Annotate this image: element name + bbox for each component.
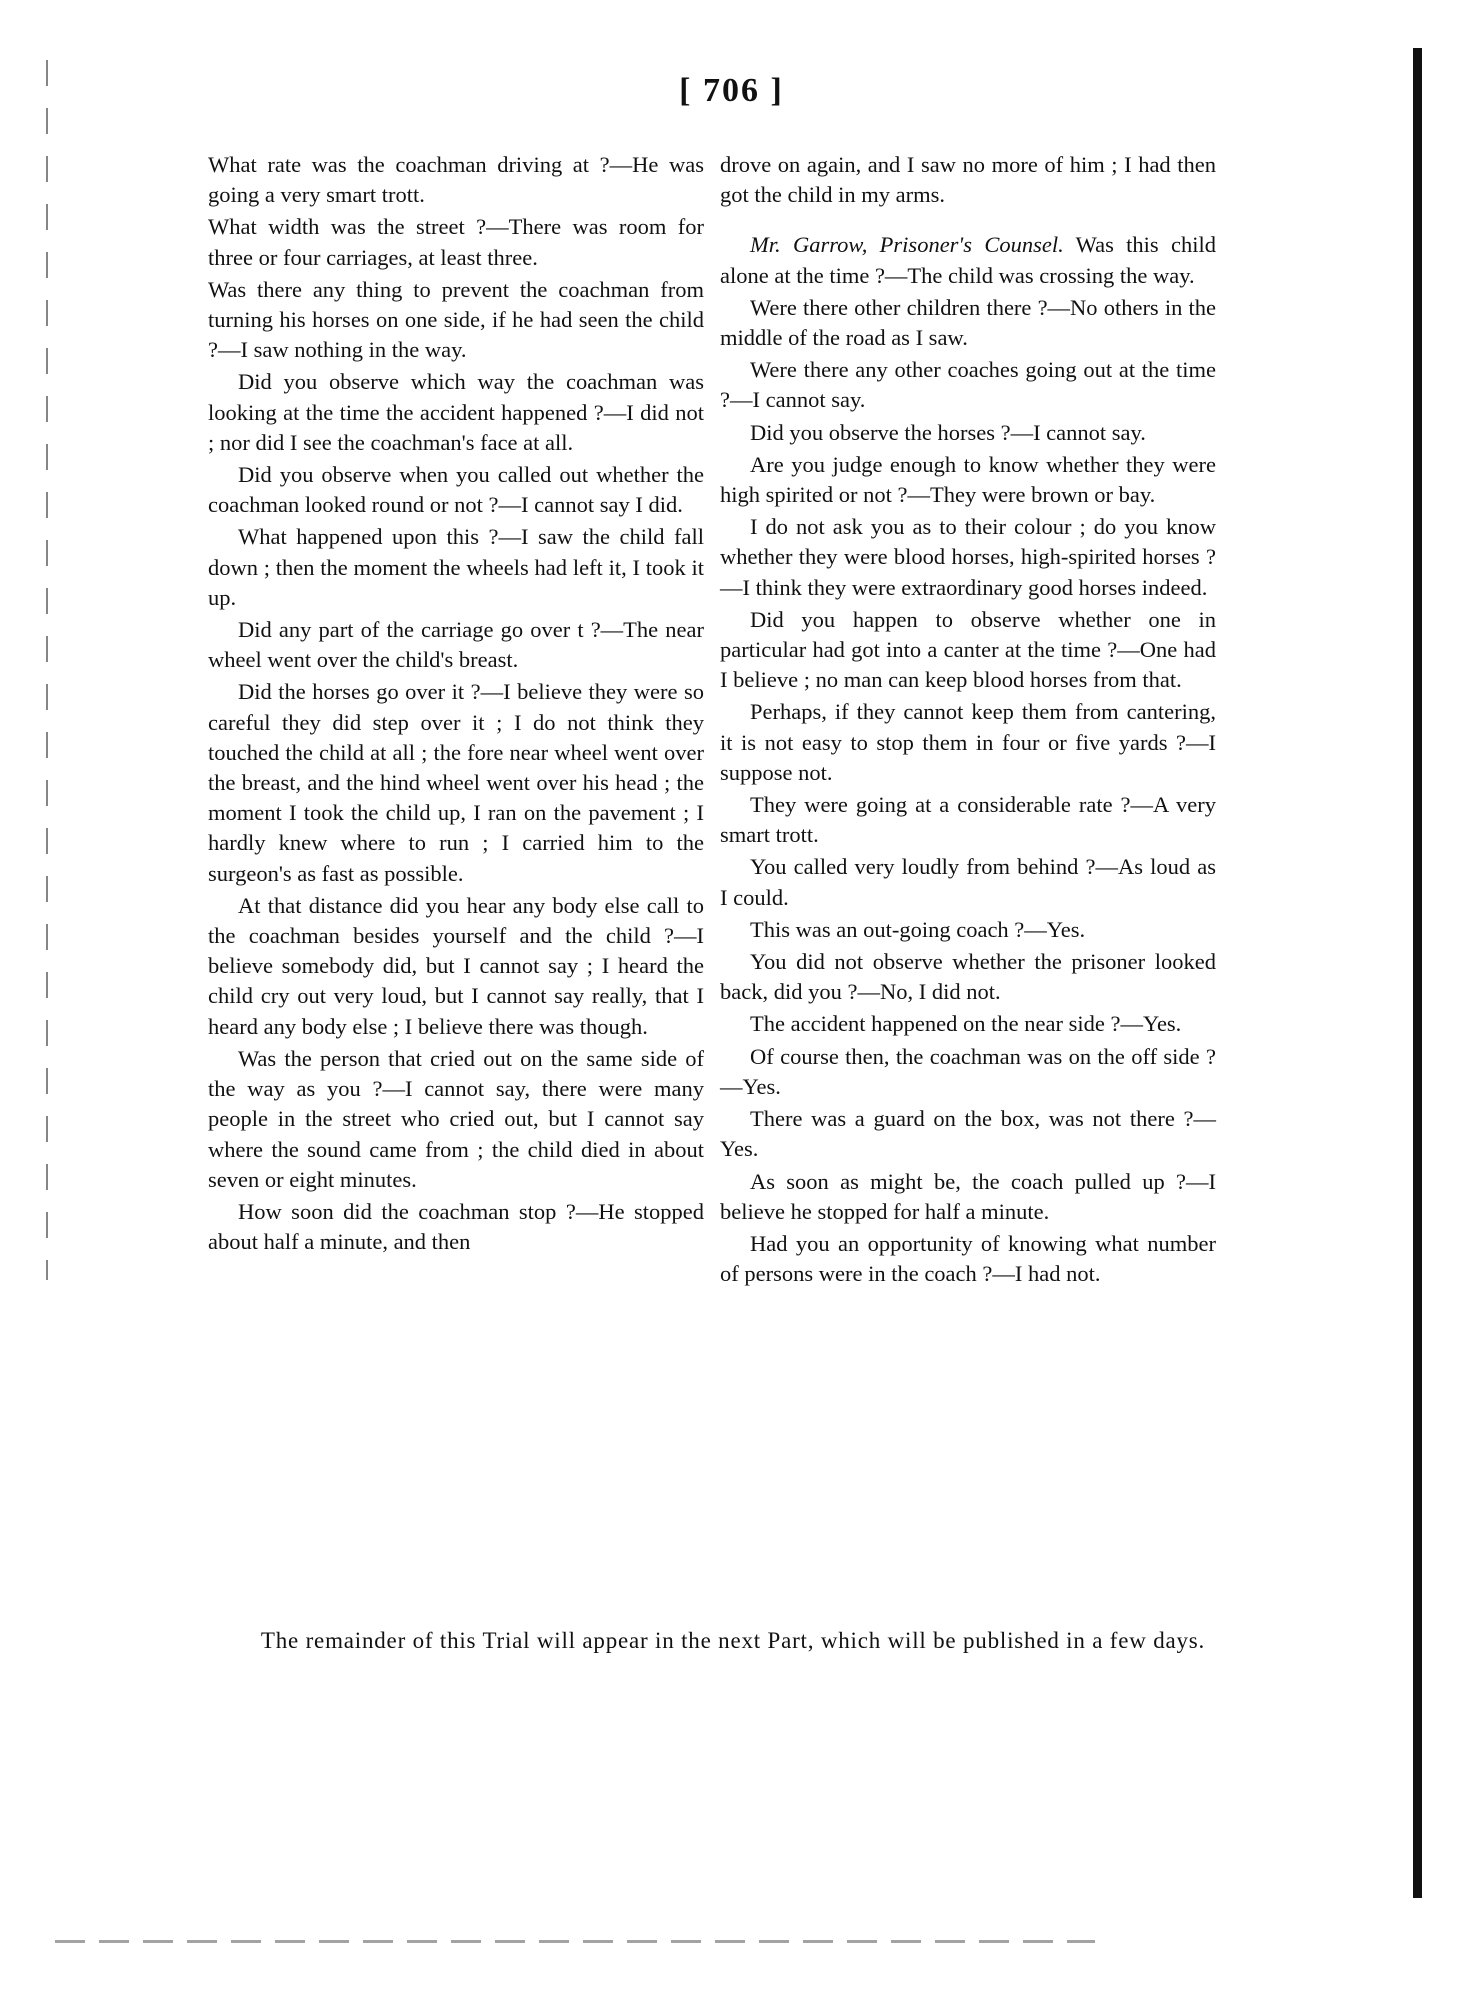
left-paragraph: Was there any thing to prevent the coachman from turning his horses on one side, if he had seen the child ?—I saw nothing in the way. — [208, 276, 704, 363]
counsel-paragraph — [720, 230, 1216, 290]
right-paragraph: This was an out-going coach ?—Yes. — [750, 916, 1086, 942]
right-paragraph: Were there other children there ?—No others in the middle of the road as I saw. — [720, 294, 1216, 351]
right-paragraph: You did not observe whether the prisoner looked back, did you ?—No, I did not. — [720, 949, 1216, 1005]
right-paragraph: The accident happened on the near side ?—Yes. — [750, 1011, 1182, 1037]
right-column — [720, 150, 1216, 1291]
left-paragraph: How soon did the coachman stop ?—He stopped about half a minute, and then — [208, 1198, 704, 1255]
left-paragraph: At that distance did you hear any body else call to the coachman besides yourself and the child ?—I believe somebody did, but I cannot say ; I heard the child cry out very loud, but I cannot say really, that I heard any body else ; I believe there was though. — [208, 892, 704, 1039]
left-paragraph: Did you observe which way the coachman was looking at the time the accident happened ?—I did not ; nor did I see the coachman's face at all. — [208, 369, 704, 455]
left-paragraph: Did any part of the carriage go over t ?—The near wheel went over the child's breast. — [208, 617, 704, 673]
right-paragraph: They were going at a considerable rate ?—A very smart trott. — [720, 792, 1216, 848]
left-paragraph: Was the person that cried out on the same side of the way as you ?—I cannot say, there were many people in the street who cried out, but I cannot say where the sound came from ; the child died in about seven or eight minutes. — [208, 1045, 704, 1192]
right-paragraph: You called very loudly from behind ?—As loud as I could. — [720, 854, 1216, 910]
right-paragraph: Were there any other coaches going out at the time ?—I cannot say. — [720, 357, 1216, 413]
right-paragraph: Of course then, the coachman was on the off side ?—Yes. — [720, 1043, 1216, 1099]
right-paragraph: Perhaps, if they cannot keep them from cantering, it is not easy to stop them in four or five yards ?—I suppose not. — [720, 699, 1216, 785]
left-paragraph: Did you observe when you called out whether the coachman looked round or not ?—I cannot say I did. — [208, 462, 704, 518]
continuation-notice: The remainder of this Trial will appear in the next Part, which will be published in a few days. — [260, 1628, 1206, 1653]
right-paragraph: I do not ask you as to their colour ; do you know whether they were blood horses, high-spirited horses ?—I think they were extraordinary good horses indeed. — [720, 514, 1216, 600]
right-margin-rule — [1413, 48, 1422, 1898]
left-paragraph: What happened upon this ?—I saw the child fall down ; then the moment the wheels had left it, I took it up. — [208, 524, 704, 610]
left-paragraph: What rate was the coachman driving at ?—He was going a very smart trott. — [208, 152, 704, 208]
counsel-question: Was this child alone at the time ?—The child was crossing the way. — [720, 232, 1216, 288]
right-paragraph: As soon as might be, the coach pulled up ?—I believe he stopped for half a minute. — [720, 1168, 1216, 1224]
left-column — [208, 150, 704, 1259]
right-paragraph: Did you observe the horses ?—I cannot say. — [750, 419, 1146, 445]
left-paragraph: What width was the street ?—There was room for three or four carriages, at least three. — [208, 214, 704, 270]
right-paragraph: Did you happen to observe whether one in particular had got into a canter at the time ?—One had I believe ; no man can keep blood horses from that. — [720, 606, 1216, 693]
right-paragraph: Had you an opportunity of knowing what number of persons were in the coach ?—I had not. — [720, 1230, 1216, 1287]
right-continuation: drove on again, and I saw no more of him ; I had then got the child in my arms. — [720, 152, 1216, 208]
page-number: [ 706 ] — [679, 72, 784, 109]
bottom-scan-marks — [55, 1940, 1095, 1943]
right-paragraph: Are you judge enough to know whether they were high spirited or not ?—They were brown or bay. — [720, 451, 1216, 508]
left-paragraph: Did the horses go over it ?—I believe they were so careful they did step over it ; I do not think they touched the child at all ; the fore near wheel went over the breast, and the hind wheel went over his head ; the moment I took the child up, I ran on the pavement ; I hardly knew where to run ; I carried him to the surgeon's as fast as possible. — [208, 679, 704, 886]
speaker-label: Mr. Garrow, Prisoner's Counsel. — [750, 232, 1064, 258]
left-edge-marks — [46, 60, 48, 1280]
right-paragraph: There was a guard on the box, was not there ?—Yes. — [720, 1106, 1216, 1162]
